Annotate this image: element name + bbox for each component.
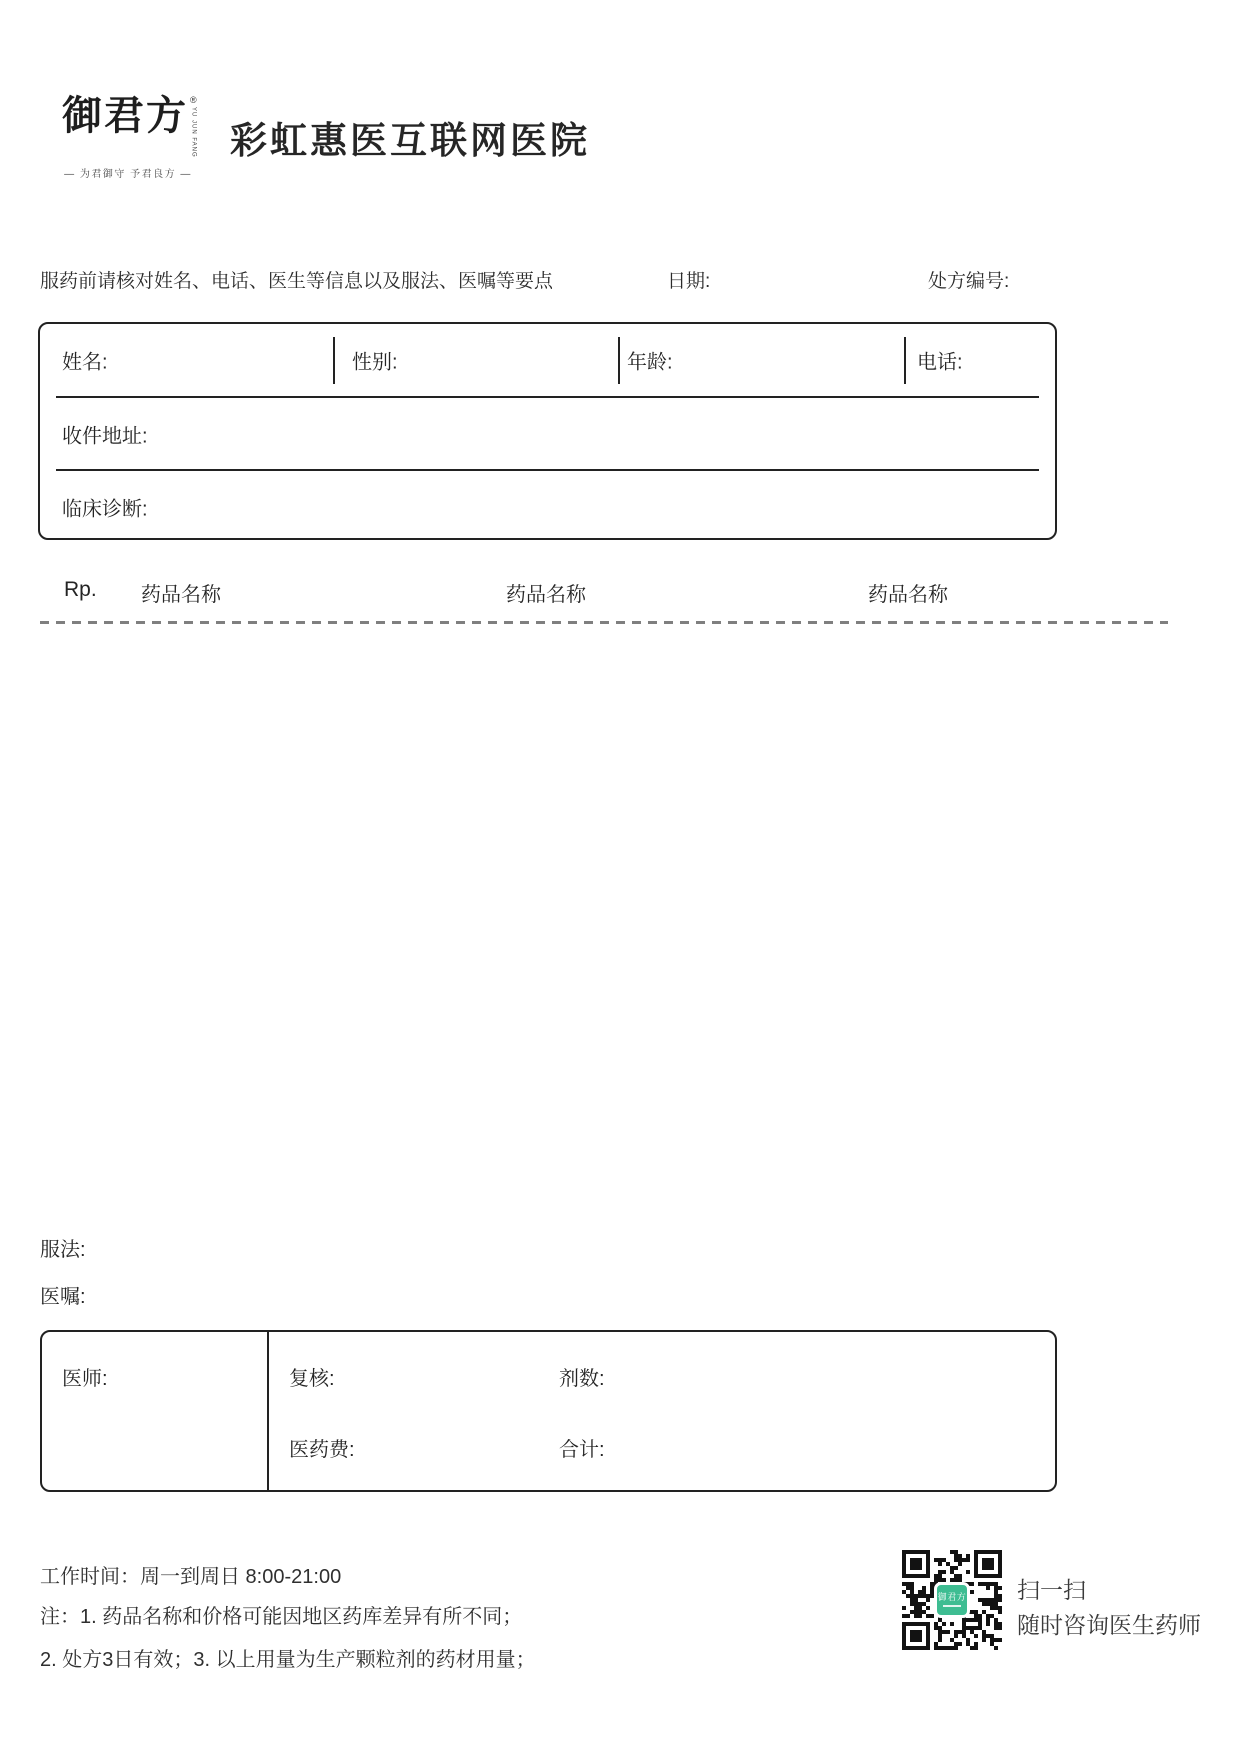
review-field-label: 复核: — [289, 1368, 335, 1390]
brand-tagline: — 为君御守 予君良方 — — [64, 168, 192, 180]
scan-label: 扫一扫 — [1017, 1577, 1086, 1603]
field-divider — [267, 1332, 269, 1490]
verification-notice: 服药前请核对姓名、电话、医生等信息以及服法、医嘱等要点 — [40, 271, 554, 292]
signature-fee-box — [40, 1330, 1057, 1492]
doctor-field-label: 医师: — [62, 1368, 108, 1390]
gender-field-label: 性别: — [352, 351, 398, 374]
total-field-label: 合计: — [559, 1439, 605, 1461]
age-field-label: 年龄: — [627, 351, 673, 374]
address-field-label: 收件地址: — [62, 425, 148, 447]
drug-name-column-header: 药品名称 — [506, 584, 586, 606]
brand-logo — [62, 94, 212, 180]
phone-field-label: 电话: — [917, 351, 963, 374]
brand-logo-vertical-text: YU JUN FANG — [190, 107, 197, 158]
brand-logo-main — [62, 94, 212, 158]
brand-logo-text: 御君方 — [62, 92, 188, 139]
qr-code — [902, 1550, 1002, 1650]
dashed-separator — [40, 621, 1168, 624]
dose-count-field-label: 剂数: — [559, 1368, 605, 1390]
rp-label: Rp. — [64, 578, 97, 601]
qr-center-logo — [934, 1582, 970, 1618]
drug-name-column-header: 药品名称 — [141, 584, 221, 606]
rx-number-label: 处方编号: — [928, 271, 1010, 292]
patient-info-box — [38, 322, 1057, 540]
qr-center-logo-underline — [943, 1605, 961, 1607]
name-field-label: 姓名: — [62, 351, 108, 374]
note-line-1: 注：1. 药品名称和价格可能因地区药库差异有所不同； — [40, 1606, 523, 1628]
advice-field-label: 医嘱: — [40, 1286, 86, 1308]
field-divider — [618, 337, 620, 384]
drug-name-column-header: 药品名称 — [868, 584, 948, 606]
brand-logo-marks — [190, 94, 197, 158]
patient-row-diagnosis — [40, 471, 1055, 542]
field-divider — [904, 337, 906, 384]
rp-header-row — [0, 578, 1240, 604]
medicine-fee-field-label: 医药费: — [289, 1439, 355, 1461]
patient-row-address — [40, 398, 1055, 469]
notice-row — [0, 266, 1240, 292]
note-line-2: 2. 处方3日有效；3. 以上用量为生产颗粒剂的药材用量； — [40, 1649, 536, 1671]
scan-description: 随时咨询医生药师 — [1017, 1612, 1201, 1638]
working-hours: 工作时间：周一到周日 8:00-21:00 — [40, 1566, 342, 1588]
field-divider — [333, 337, 335, 384]
diagnosis-field-label: 临床诊断: — [62, 498, 148, 520]
hospital-name: 彩虹惠医互联网医院 — [230, 120, 590, 161]
patient-row-basic — [40, 324, 1055, 396]
qr-center-logo-text: 御君方 — [937, 1592, 967, 1602]
date-label: 日期: — [667, 271, 711, 292]
registered-trademark-icon: ® — [190, 95, 197, 105]
usage-field-label: 服法: — [40, 1239, 86, 1261]
